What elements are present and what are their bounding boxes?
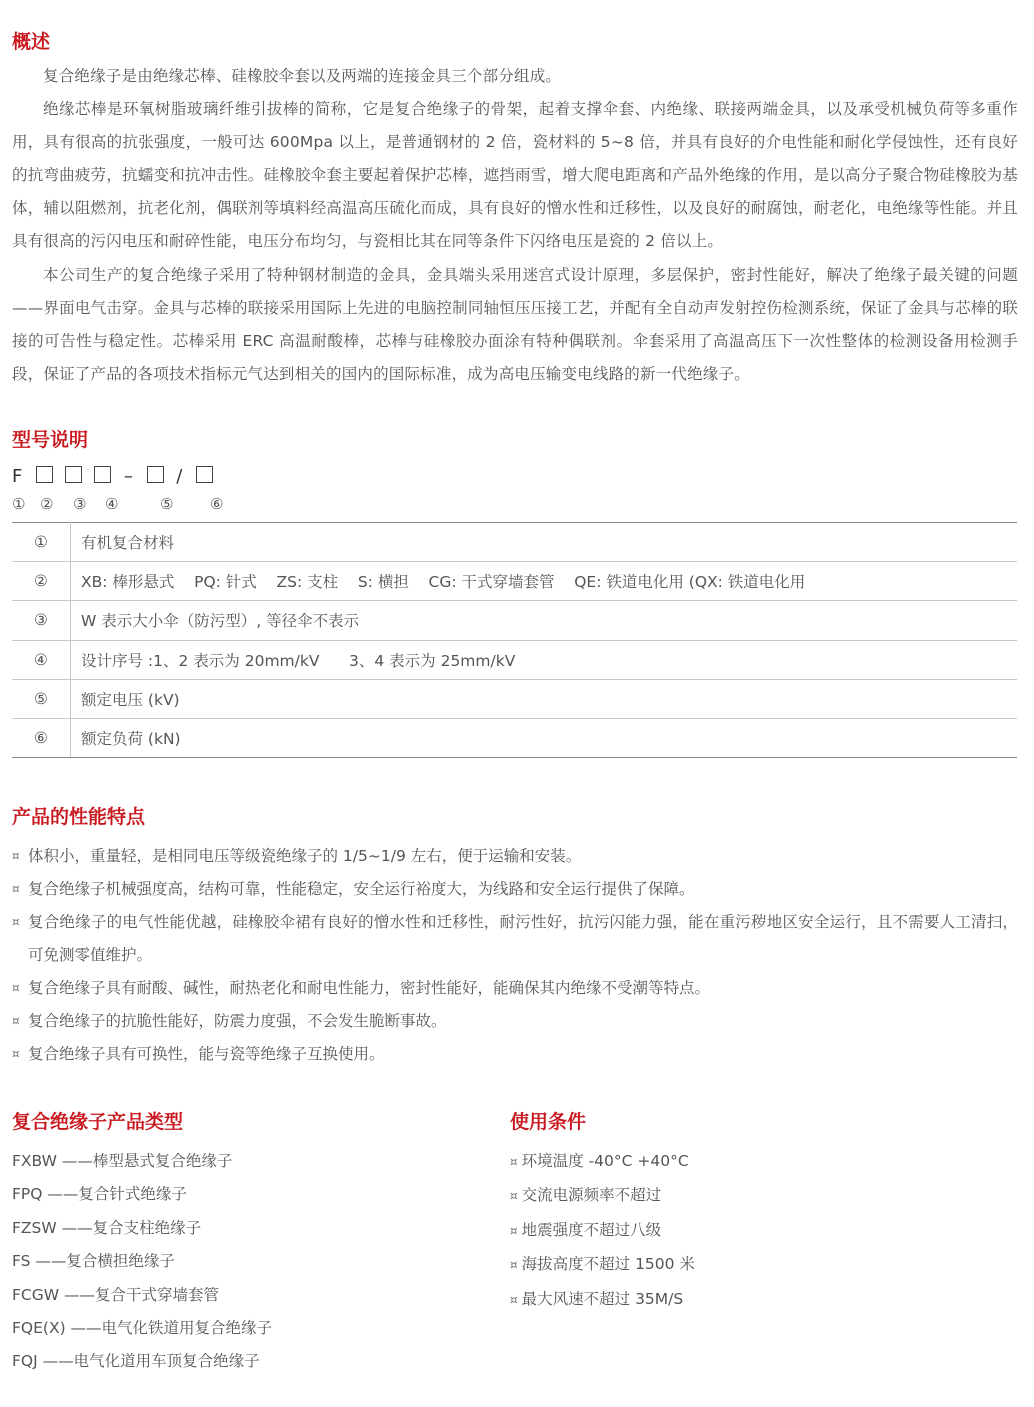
row-description: 额定电压 (kV) <box>71 679 1018 718</box>
feature-text: 复合绝缘子的电气性能优越，硅橡胶伞裙有良好的憎水性和迁移性，耐污性好，抗污闪能力强，能在重污秽地区安全运行，且不需要人工清扫，可免测零值维护。 <box>28 913 1018 964</box>
list-item: FS ——复合横担绝缘子 <box>12 1252 175 1271</box>
row-number: ② <box>12 562 71 601</box>
list-item: FZSW ——复合支柱绝缘子 <box>12 1218 202 1237</box>
model-code-prefix: F <box>12 466 24 487</box>
list-item <box>12 972 1018 1005</box>
row-number: ④ <box>12 640 71 679</box>
list-item: FCGW ——复合干式穿墙套管 <box>12 1285 220 1304</box>
list-item <box>12 873 1018 906</box>
list-item: FQJ ——电气化道用车顶复合绝缘子 <box>12 1352 260 1371</box>
list-item: FPQ ——复合针式绝缘子 <box>12 1185 187 1204</box>
model-slot-box <box>65 466 82 483</box>
feature-text: 复合绝缘子具有可换性，能与瓷等绝缘子互换使用。 <box>28 1045 385 1063</box>
row-number: ⑤ <box>12 679 71 718</box>
bullet-icon: ¤ <box>12 1014 20 1028</box>
overview-heading: 概述 <box>12 31 51 53</box>
list-item <box>510 1283 695 1317</box>
feature-text: 复合绝缘子的抗脆性能好，防震力度强，不会发生脆断事故。 <box>28 1012 447 1030</box>
list-item <box>12 906 1018 972</box>
bullet-icon: ¤ <box>12 1047 20 1061</box>
table-row <box>12 718 1017 757</box>
table-row <box>12 523 1017 562</box>
overview-paragraph-1: 复合绝缘子是由绝缘芯棒、硅橡胶伞套以及两端的连接金具三个部分组成。 <box>43 67 562 85</box>
overview-paragraph-2: 绝缘芯棒是环氧树脂玻璃纤维引拔棒的简称，它是复合绝缘子的骨架，起着支撑伞套、内绝缘、联接两端金具，以及承受机械负荷等多重作用，具有很高的抗张强度，一般可达 600Mpa 以上，是普通钢材的 2 倍，瓷材料的 5~8 倍，并具有良好的介电性能和耐化学侵蚀性，还有良好的抗弯曲疲劳，抗蠕变和抗冲击性。硅橡胶伞套主要起着保护芯棒，遮挡雨雪，增大爬电距离和产品外绝缘的作用，是以高分子聚合物硅橡胶为基体，辅以阻燃剂，抗老化剂，偶联剂等填料经高温高压硫化而成，具有良好的憎水性和迁移性，以及良好的耐腐蚀，耐老化，电绝缘等性能。并且具有很高的污闪电压和耐碎性能，电压分布均匀，与瓷相比其在同等条件下闪络电压是瓷的 2 倍以上。 <box>12 100 1018 250</box>
feature-text: 复合绝缘子具有耐酸、碱性，耐热老化和耐电性能力，密封性能好，能确保其内绝缘不受潮等特点。 <box>28 979 711 997</box>
list-item <box>510 1145 695 1179</box>
bullet-icon: ¤ <box>510 1292 518 1307</box>
list-item <box>12 1038 1018 1071</box>
bullet-icon: ¤ <box>510 1258 518 1273</box>
model-spec-table <box>12 522 1017 758</box>
row-description: 设计序号 :1、2 表示为 20mm/kV 3、4 表示为 25mm/kV <box>71 640 1018 679</box>
table-row <box>12 679 1017 718</box>
feature-text: 体积小，重量轻，是相同电压等级瓷绝缘子的 1/5~1/9 左右，便于运输和安装。 <box>28 847 582 865</box>
model-marker: ① <box>12 495 26 513</box>
model-code-slash: / <box>176 466 184 487</box>
list-item <box>510 1179 695 1213</box>
row-number: ① <box>12 523 71 562</box>
row-description: XB: 棒形悬式 PQ: 针式 ZS: 支柱 S: 横担 CG: 干式穿墙套管 QE: 铁道电化用 (QX: 铁道电化用 <box>71 562 1018 601</box>
bullet-icon: ¤ <box>12 981 20 995</box>
bullet-icon: ¤ <box>12 849 20 863</box>
bullet-icon: ¤ <box>510 1223 518 1238</box>
row-description: 有机复合材料 <box>71 523 1018 562</box>
table-row <box>12 601 1017 640</box>
types-list <box>12 1145 272 1379</box>
model-slot-box <box>196 466 213 483</box>
list-item: FXBW ——棒型悬式复合绝缘子 <box>12 1152 233 1170</box>
bullet-icon: ¤ <box>12 915 20 929</box>
model-marker: ⑤ <box>160 495 174 513</box>
condition-text: 最大风速不超过 35M/S <box>521 1289 684 1308</box>
row-description: 额定负荷 (kN) <box>71 718 1018 757</box>
condition-text: 交流电源频率不超过 <box>521 1186 662 1205</box>
list-item <box>510 1248 695 1282</box>
bullet-icon: ¤ <box>12 882 20 896</box>
feature-text: 复合绝缘子机械强度高，结构可靠，性能稳定，安全运行裕度大，为线路和安全运行提供了保障。 <box>28 880 695 898</box>
bullet-icon: ¤ <box>510 1155 518 1169</box>
condition-text: 海拔高度不超过 1500 米 <box>521 1255 695 1274</box>
model-heading: 型号说明 <box>12 429 89 451</box>
features-list <box>12 840 1018 1071</box>
list-item <box>12 840 1018 873</box>
overview-paragraph-3: 本公司生产的复合绝缘子采用了特种钢材制造的金具，金具端头采用迷宫式设计原理，多层保护，密封性能好，解决了绝缘子最关键的问题——界面电气击穿。金具与芯棒的联接采用国际上先进的电脑控制同轴恒压压接工艺，并配有全自动声发射控伤检测系统，保证了金具与芯棒的联接的可告性与稳定性。芯棒采用 ERC 高温耐酸棒，芯棒与硅橡胶办面涂有特种偶联剂。伞套采用了高温高压下一次性整体的检测设备用检测手段，保证了产品的各项技术指标元气达到相关的国内的国际标准，成为高电压输变电线路的新一代绝缘子。 <box>12 266 1018 383</box>
model-slot-box <box>147 466 164 483</box>
table-row <box>12 640 1017 679</box>
model-code <box>12 466 219 487</box>
condition-text: 环境温度 -40°C +40°C <box>521 1152 689 1170</box>
features-heading: 产品的性能特点 <box>12 806 146 828</box>
model-marker: ③ <box>73 495 87 513</box>
model-slot-box <box>36 466 53 483</box>
bullet-icon: ¤ <box>510 1189 518 1204</box>
types-heading: 复合绝缘子产品类型 <box>12 1111 184 1133</box>
table-row <box>12 562 1017 601</box>
list-item: FQE(X) ——电气化铁道用复合绝缘子 <box>12 1319 273 1338</box>
list-item <box>510 1214 695 1248</box>
model-marker: ⑥ <box>210 495 224 513</box>
row-number: ③ <box>12 601 71 640</box>
model-slot-box <box>94 466 111 483</box>
conditions-list <box>510 1145 695 1317</box>
model-marker: ② <box>40 495 54 513</box>
conditions-heading: 使用条件 <box>510 1111 587 1133</box>
model-marker: ④ <box>105 495 119 513</box>
row-description: W 表示大小伞（防污型）, 等径伞不表示 <box>71 601 1018 640</box>
condition-text: 地震强度不超过八级 <box>521 1220 662 1239</box>
model-code-dash: – <box>123 466 134 487</box>
list-item <box>12 1005 1018 1038</box>
row-number: ⑥ <box>12 718 71 757</box>
